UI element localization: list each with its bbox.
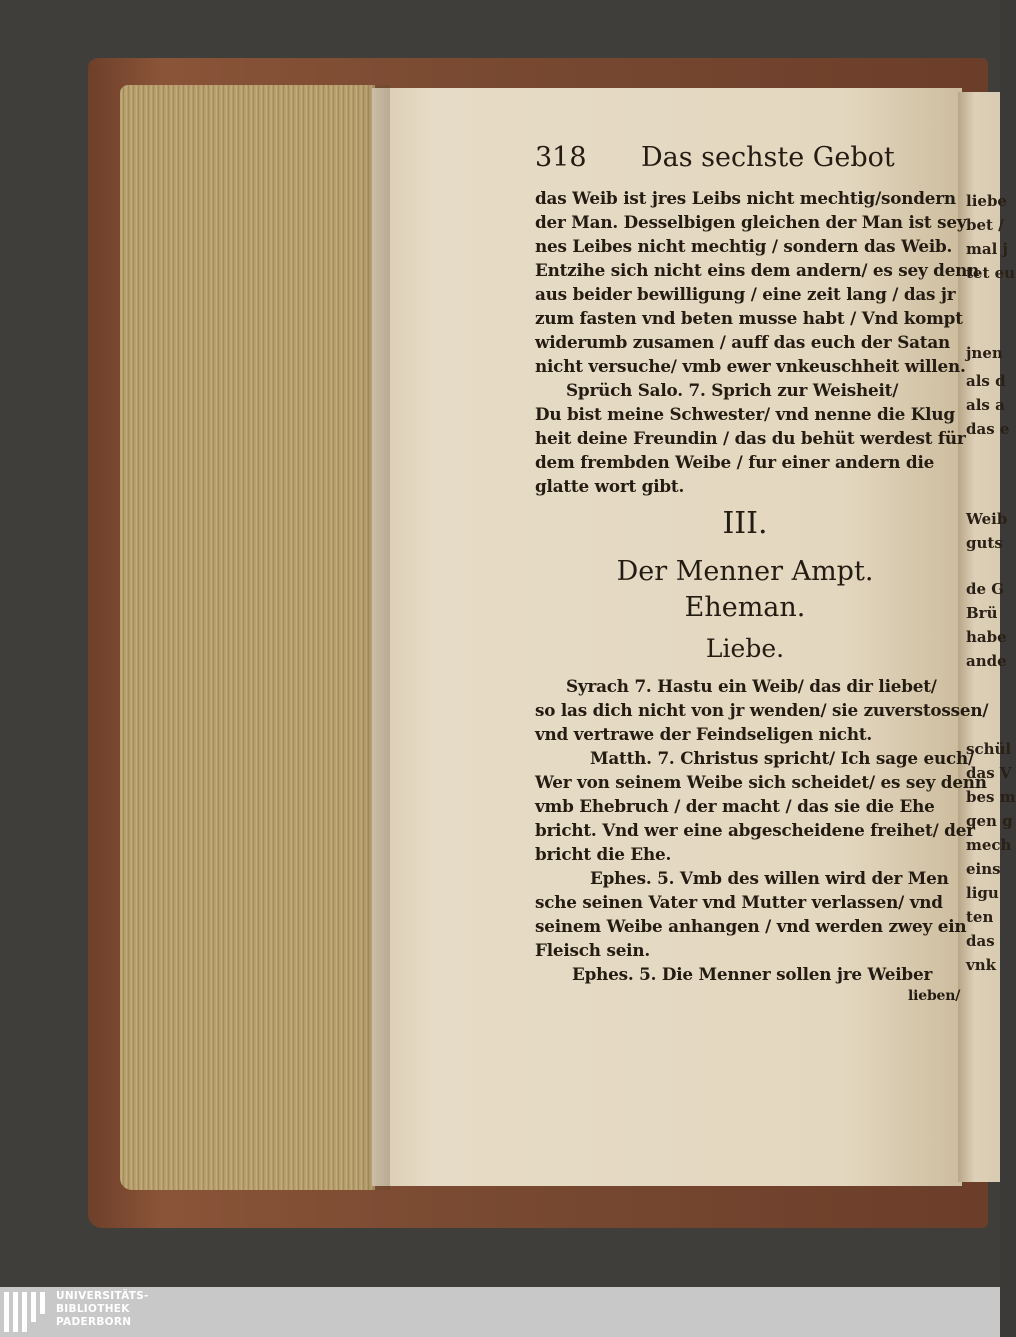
text-line: Ephes. 5. Vmb des willen wird der Men — [590, 868, 949, 888]
text-line: nes Leibes nicht mechtig / sondern das Weib. — [535, 236, 953, 256]
text-line: zum fasten vnd beten musse habt / Vnd kompt — [535, 308, 963, 328]
text-line: vmb Ehebruch / der macht / das sie die Ehe — [535, 796, 935, 816]
text-line: Fleisch sein. — [535, 940, 650, 960]
library-logo-icon — [4, 1292, 50, 1332]
text-line: glatte wort gibt. — [535, 476, 685, 496]
text-line: der Man. Desselbigen gleichen der Man ist sey — [535, 212, 967, 232]
text-line: Syrach 7. Hastu ein Weib/ das dir liebet/ — [566, 676, 937, 696]
facing-fragment: jnen — [966, 344, 1003, 362]
facing-fragment: tet eu — [966, 264, 1016, 282]
text-line: widerumb zusamen / auff das euch der Satan — [535, 332, 951, 352]
facing-fragment: ligu — [966, 884, 999, 902]
library-footer — [0, 1287, 1000, 1337]
library-name-line: PADERBORN — [56, 1316, 132, 1328]
library-name-line: UNIVERSITÄTS- — [56, 1290, 149, 1302]
text-line: Ephes. 5. Die Menner sollen jre Weiber — [572, 964, 933, 984]
page-number: 318 — [535, 142, 587, 173]
text-line: bricht die Ehe. — [535, 844, 672, 864]
text-line: seinem Weibe anhangen / vnd werden zwey ein — [535, 916, 967, 936]
facing-fragment: de G — [966, 580, 1005, 598]
facing-fragment: das — [966, 932, 995, 950]
library-name — [56, 1290, 149, 1329]
section-subtitle: Eheman. — [684, 592, 806, 623]
text-line: das Weib ist jres Leibs nicht mechtig/sondern — [535, 188, 956, 208]
facing-fragment: mal j — [966, 240, 1008, 258]
section-heading: Liebe. — [705, 634, 785, 663]
facing-fragment: das V — [966, 764, 1012, 782]
facing-fragment: liebe — [966, 192, 1007, 210]
text-line: so las dich nicht von jr wenden/ sie zuverstossen/ — [535, 700, 989, 720]
text-line: Sprüch Salo. 7. Sprich zur Weisheit/ — [566, 380, 899, 400]
catchword: lieben/ — [908, 988, 961, 1004]
text-line: bricht. Vnd wer eine abgescheidene freihet/ der — [535, 820, 975, 840]
text-line: Entzihe sich nicht eins dem andern/ es sey denn — [535, 260, 980, 280]
facing-fragment: eins — [966, 860, 1001, 878]
facing-fragment: schül — [966, 740, 1012, 758]
section-title: Der Menner Ampt. — [616, 556, 874, 587]
facing-fragment: vnk — [966, 956, 997, 974]
section-number: III. — [722, 506, 768, 541]
facing-fragment: habe — [966, 628, 1007, 646]
text-line: dem frembden Weibe / fur einer andern die — [535, 452, 935, 472]
text-line: Du bist meine Schwester/ vnd nenne die Klug — [535, 404, 955, 424]
facing-fragment: gen g — [966, 812, 1013, 830]
facing-fragment: bet / — [966, 216, 1004, 234]
text-line: vnd vertrawe der Feindseligen nicht. — [535, 724, 873, 744]
facing-fragment: als d — [966, 372, 1006, 390]
facing-fragment: Brü — [966, 604, 998, 622]
facing-fragment: das e — [966, 420, 1010, 438]
facing-fragment: als a — [966, 396, 1005, 414]
facing-fragment: bes m — [966, 788, 1016, 806]
library-name-line: BIBLIOTHEK — [56, 1303, 130, 1315]
text-line: Wer von seinem Weibe sich scheidet/ es sey denn — [535, 772, 987, 792]
gutter-shadow — [360, 85, 390, 1190]
facing-fragment: guts — [966, 534, 1003, 552]
page-edges — [120, 85, 375, 1190]
running-head-title: Das sechste Gebot — [641, 142, 895, 173]
text-line: sche seinen Vater vnd Mutter verlassen/ vnd — [535, 892, 943, 912]
facing-fragment: ande — [966, 652, 1007, 670]
text-line: Matth. 7. Christus spricht/ Ich sage euch/ — [590, 748, 974, 768]
facing-fragment: ten — [966, 908, 994, 926]
facing-fragment: mech — [966, 836, 1012, 854]
facing-fragment: Weib — [966, 510, 1008, 528]
facing-page — [958, 92, 1016, 1182]
text-line: nicht versuche/ vmb ewer vnkeuschheit willen. — [535, 356, 966, 376]
text-line: heit deine Freundin / das du behüt werdest für — [535, 428, 966, 448]
text-line: aus beider bewilligung / eine zeit lang / das jr — [535, 284, 956, 304]
